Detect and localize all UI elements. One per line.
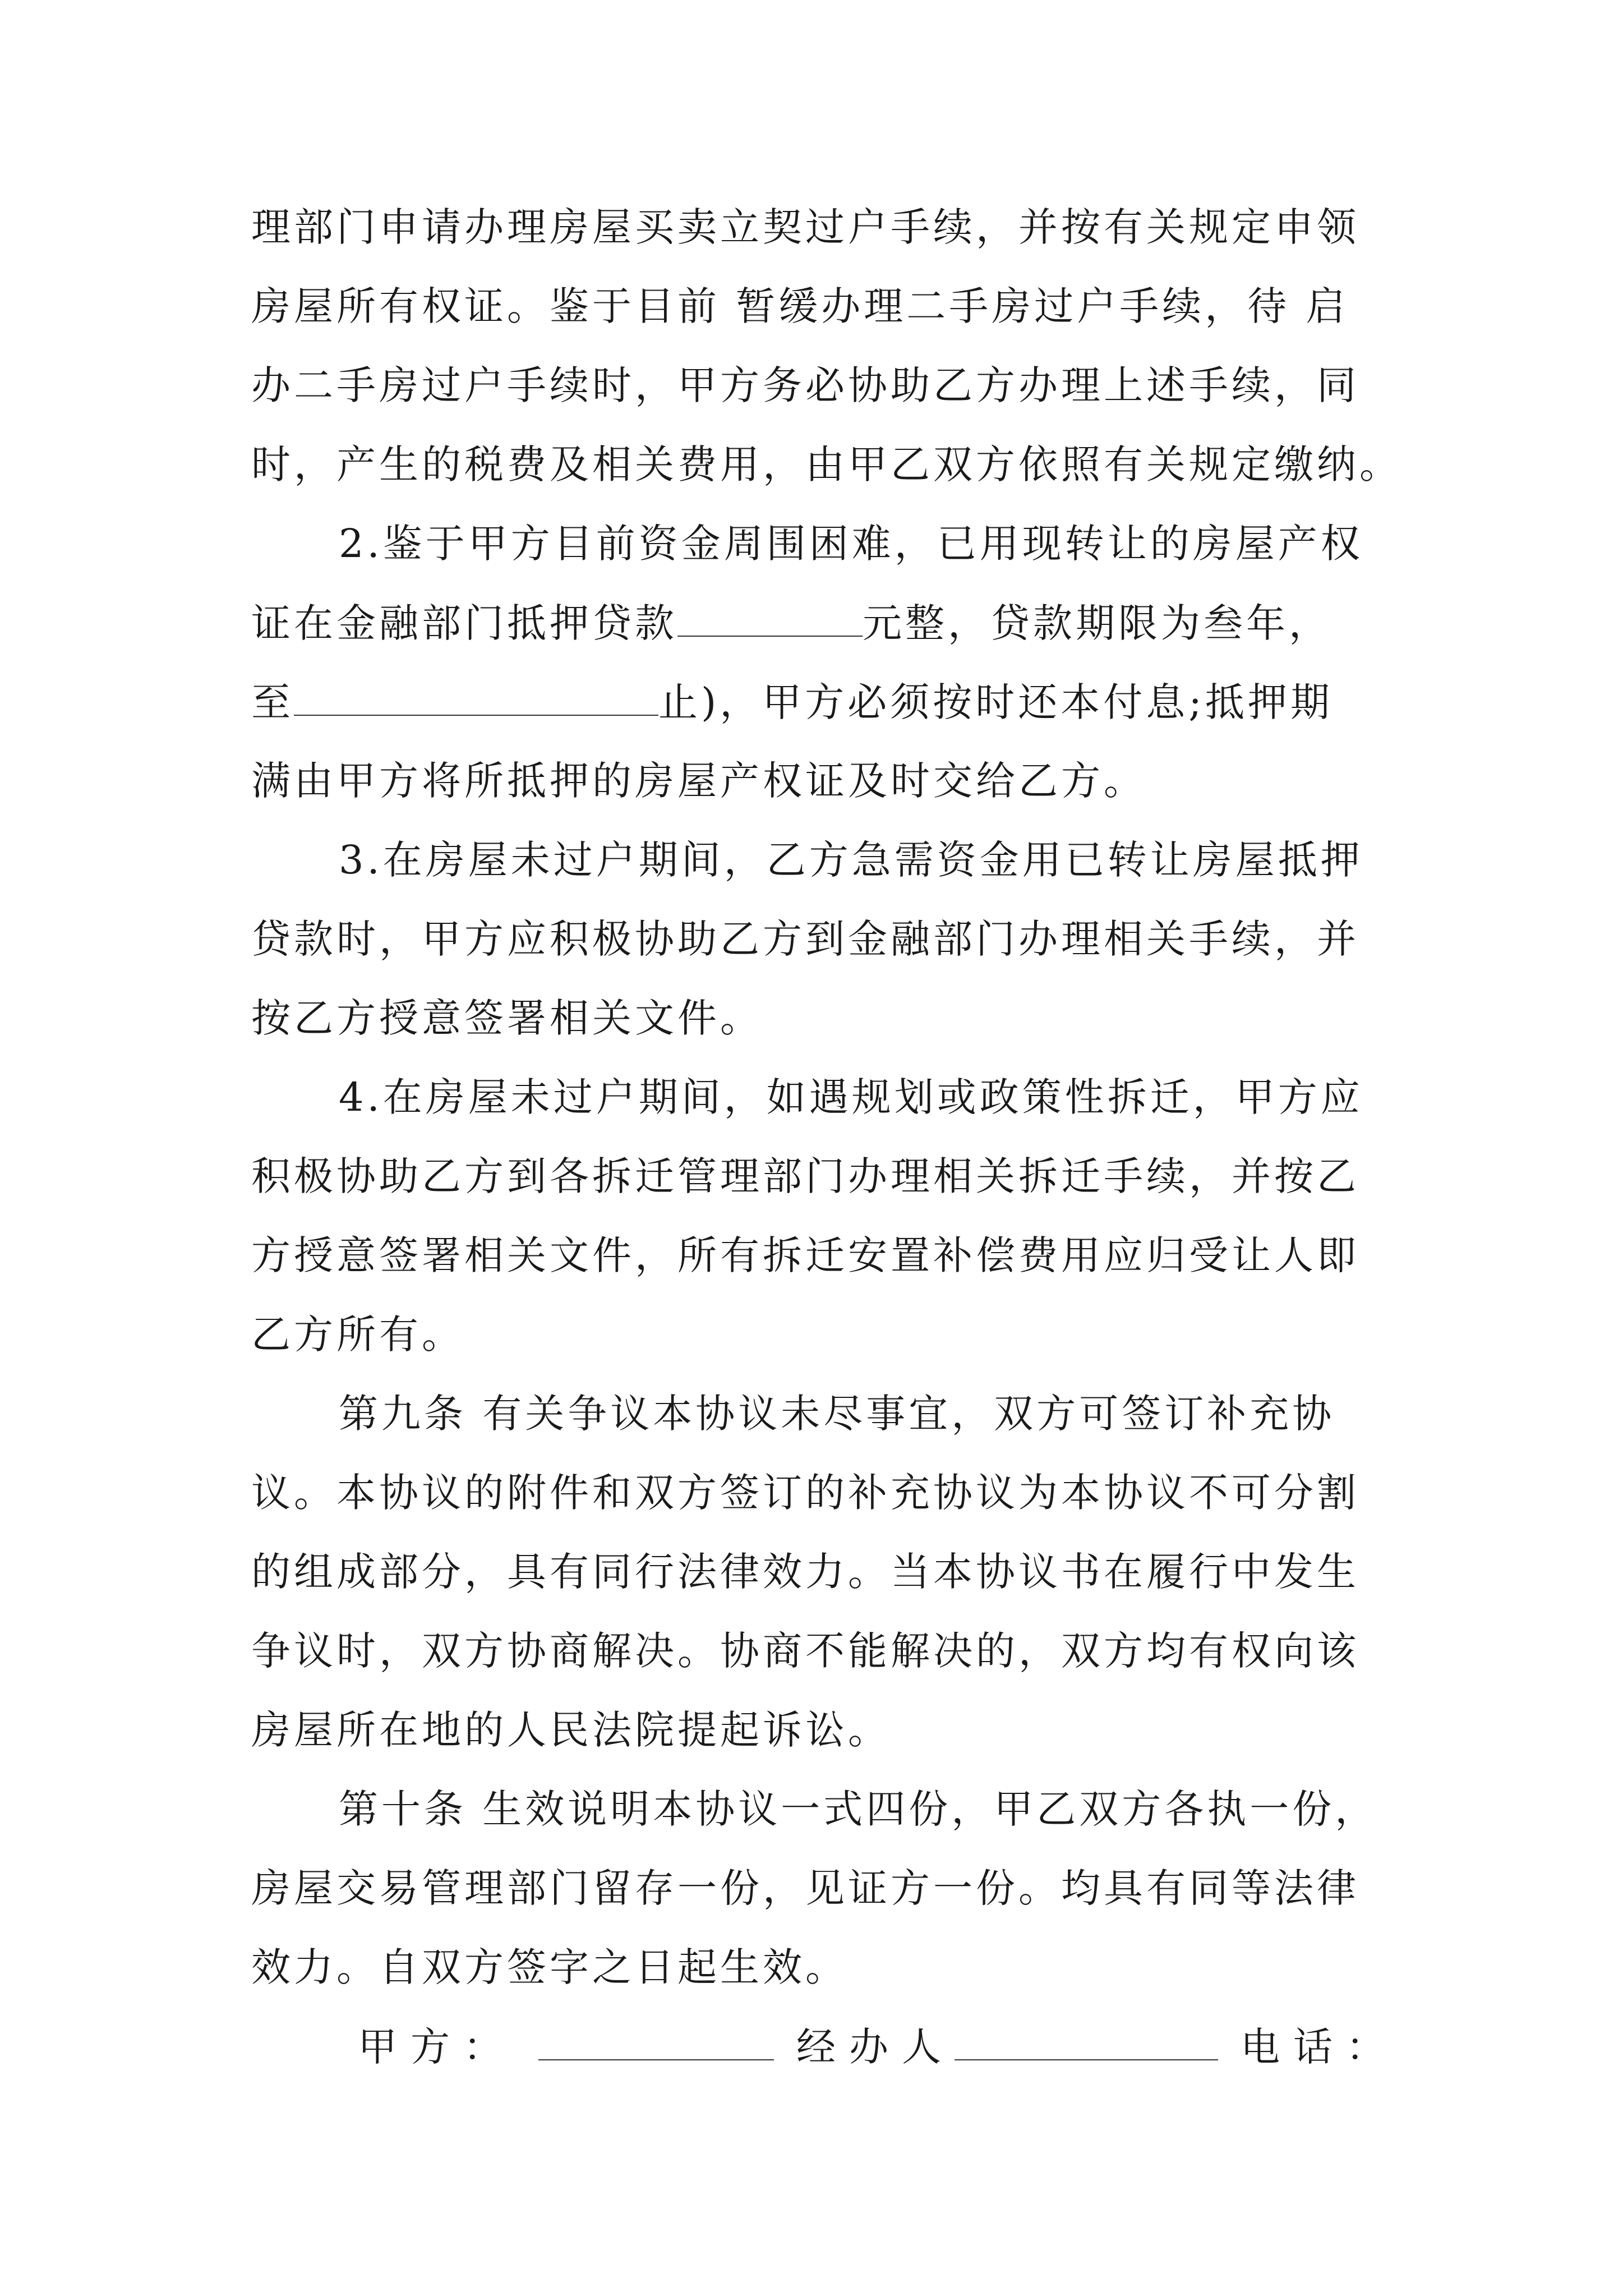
text-line: 贷款时，甲方应积极协助乙方到金融部门办理相关手续，并 (251, 916, 1359, 962)
text-segment: 证在金融部门抵押贷款 (251, 600, 677, 646)
text-line-with-blank (251, 600, 1378, 646)
agent-blank (955, 2027, 1218, 2060)
text-line: 按乙方授意签署相关文件。 (251, 995, 763, 1041)
text-line: 理部门申请办理房屋买卖立契过户手续，并按有关规定申领 (251, 204, 1359, 250)
party-a-label: 甲方： (358, 2024, 516, 2070)
loan-amount-blank (677, 603, 863, 637)
signature-line (251, 2024, 1399, 2070)
text-line: 第九条 有关争议本协议未尽事宜，双方可签订补充协 (339, 1391, 1335, 1437)
text-line: 方授意签署相关文件，所有拆迁安置补偿费用应归受让人即 (251, 1232, 1359, 1278)
text-segment: 止)，甲方必须按时还本付息;抵押期 (658, 679, 1333, 725)
text-line: 议。本协议的附件和双方签订的补充协议为本协议不可分割 (251, 1470, 1359, 1516)
text-line: 3.在房屋未过户期间，乙方急需资金用已转让房屋抵押 (339, 837, 1363, 883)
text-line: 第十条 生效说明本协议一式四份，甲乙双方各执一份， (339, 1786, 1378, 1832)
text-line: 房屋交易管理部门留存一份，见证方一份。均具有同等法律 (251, 1865, 1359, 1911)
text-line: 效力。自双方签字之日起生效。 (251, 1944, 848, 1990)
text-line: 时，产生的税费及相关费用，由甲乙双方依照有关规定缴纳。 (251, 441, 1402, 487)
document-page (251, 204, 1402, 2070)
text-line: 满由甲方将所抵押的房屋产权证及时交给乙方。 (251, 758, 1146, 804)
text-line-with-blank (251, 679, 1378, 725)
text-line: 乙方所有。 (251, 1312, 464, 1358)
phone-label: 电话： (1241, 2024, 1399, 2070)
text-segment: 至 (251, 679, 294, 725)
text-line: 争议时，双方协商解决。协商不能解决的，双方均有权向该 (251, 1628, 1359, 1674)
agent-label: 经办人 (796, 2024, 955, 2070)
text-line: 房屋所在地的人民法院提起诉讼。 (251, 1707, 891, 1753)
text-line: 4.在房屋未过户期间，如遇规划或政策性拆迁，甲方应 (339, 1074, 1363, 1120)
text-line: 2.鉴于甲方目前资金周围困难，已用现转让的房屋产权 (339, 521, 1363, 567)
text-segment: 元整，贷款期限为叁年， (863, 600, 1331, 646)
text-line: 房屋所有权证。鉴于目前 暂缓办理二手房过户手续，待 启 (251, 283, 1349, 329)
party-a-blank (538, 2027, 774, 2060)
loan-period-blank (294, 682, 658, 716)
text-line: 积极协助乙方到各拆迁管理部门办理相关拆迁手续，并按乙 (251, 1153, 1359, 1199)
text-line: 办二手房过户手续时，甲方务必协助乙方办理上述手续，同 (251, 362, 1359, 408)
text-line: 的组成部分，具有同行法律效力。当本协议书在履行中发生 (251, 1549, 1359, 1595)
